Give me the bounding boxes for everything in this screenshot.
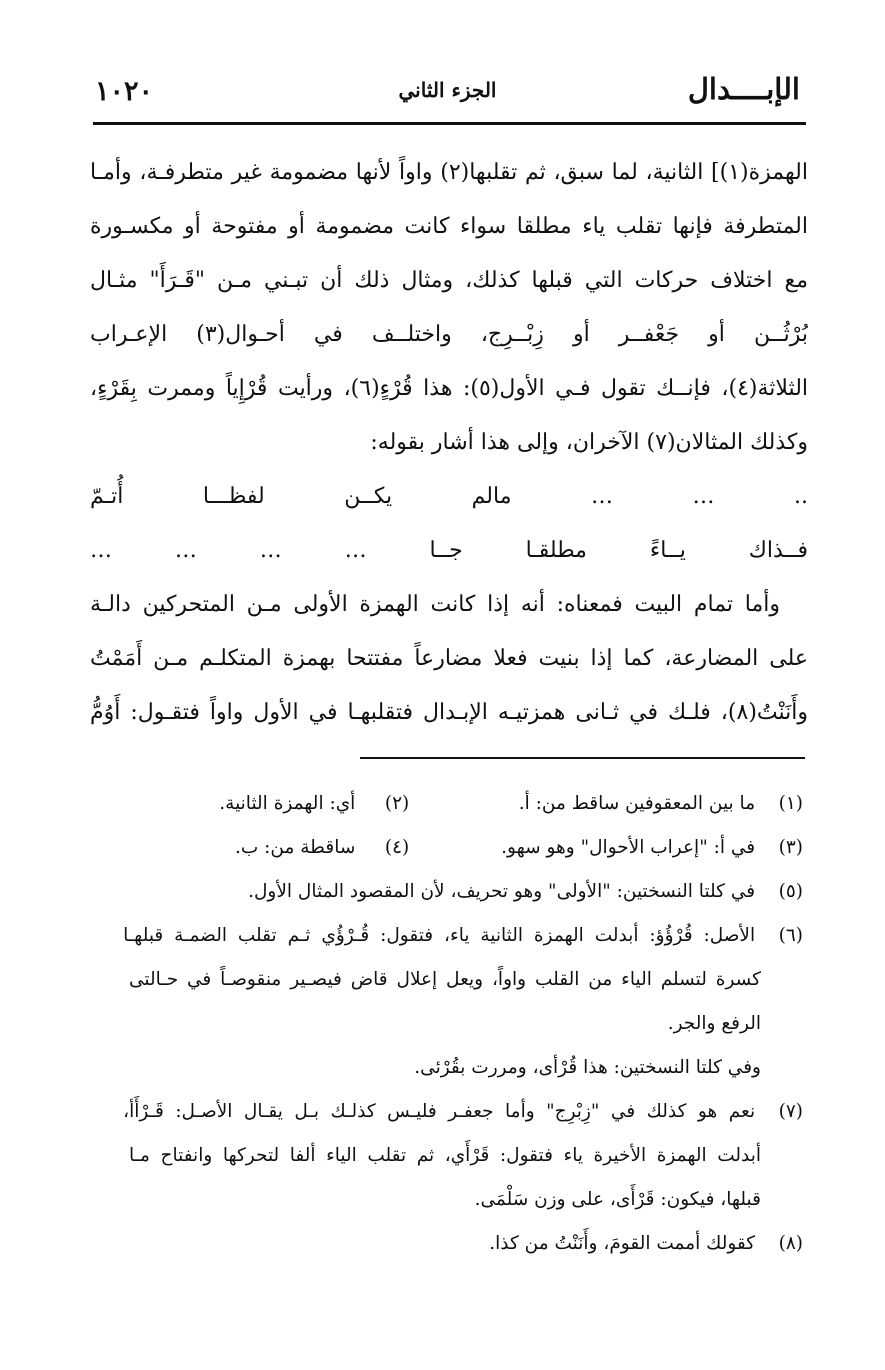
footnote-row bbox=[85, 1222, 803, 1266]
verse-line-2: فــذاك يــاءً مطلقـا جــا … … … … bbox=[90, 538, 808, 563]
footnote-text: الرفع والجر. bbox=[667, 1013, 761, 1034]
text-line: الهمزة(١)] الثانية، لما سبق، ثم تقلبها(٢) واواً لأنها مضمومة غير متطرفـة، وأمـا bbox=[90, 160, 808, 185]
footnote-row bbox=[85, 914, 803, 958]
footnote-number: (٢) bbox=[384, 793, 410, 814]
footnote-text: ساقطة من: ب. bbox=[234, 837, 356, 858]
footnote-number: (٥) bbox=[778, 881, 803, 902]
main-text bbox=[90, 146, 808, 740]
footnote-continuation bbox=[85, 1046, 803, 1090]
footnote-text: قبلها، فيكون: قَرْأَى، على وزن سَلْمَى. bbox=[474, 1189, 761, 1210]
footnote-number: (٣) bbox=[778, 837, 803, 858]
footnote-row bbox=[85, 1090, 803, 1134]
text-line: وكذلك المثالان(٧) الآخران، وإلى هذا أشار بقوله: bbox=[370, 430, 808, 455]
header-rule bbox=[93, 122, 806, 125]
footnotes bbox=[85, 782, 803, 1266]
footnote-text: الأصل: قُرْؤُؤ: أبدلت الهمزة الثانية ياء، فتقول: قُـرْؤُي ثـم تقلب الضمـة قبلهـا bbox=[123, 925, 756, 946]
footnote-text: في كلتا النسختين: "الأولى" وهو تحريف، لأن المقصود المثال الأول. bbox=[248, 881, 756, 902]
text-line: بُرْثُــن أو جَعْفــر أو زِبْــرِج، واختلــف في أحـوال(٣) الإعـراب bbox=[90, 322, 808, 347]
text-line: وأَنَنْتُ(٨)، فلـك في ثـانى همزتيـه الإبـدال فتقلبهـا في الأول واواً فتقـول: أَوُمُّ bbox=[90, 700, 808, 725]
footnote-continuation bbox=[85, 1002, 803, 1046]
footnote-rule bbox=[360, 757, 805, 759]
footnote-row bbox=[85, 782, 803, 826]
footnote-number: (٦) bbox=[778, 925, 803, 946]
footnote-continuation bbox=[85, 958, 803, 1002]
footnote-continuation bbox=[85, 1134, 803, 1178]
footnote-text: أي: الهمزة الثانية. bbox=[219, 793, 356, 814]
verse-line-1: .. … … مالم يكــن لفظـــا أُتـمّ bbox=[90, 484, 808, 509]
footnote-text: وفي كلتا النسختين: هذا قُرْأى، ومررت بقُرْئى. bbox=[414, 1057, 761, 1078]
text-line: وأما تمام البيت فمعناه: أنه إذا كانت الهمزة الأولى مـن المتحركين دالـة bbox=[90, 592, 780, 617]
footnote-number: (٧) bbox=[778, 1101, 803, 1122]
footnote-number: (١) bbox=[778, 793, 803, 814]
page-number: ١٠٢٠ bbox=[95, 76, 154, 107]
footnote-number: (٤) bbox=[384, 837, 410, 858]
footnote-text: كقولك أممت القومَ، وأَنَنْتُ من كذا. bbox=[489, 1233, 756, 1254]
text-line: على المضارعة، كما إذا بنيت فعلا مضارعاً مفتتحا بهمزة المتكلـم مـن أَمَمْتُ bbox=[90, 646, 808, 671]
page-header bbox=[95, 72, 800, 122]
footnote-number: (٨) bbox=[778, 1233, 803, 1254]
footnote-continuation bbox=[85, 1178, 803, 1222]
footnote-text: نعم هو كذلك في "زِبْرِج" وأما جعفـر فليـس كذلـك بـل يقـال الأصـل: قَـرْأَأ، bbox=[123, 1101, 756, 1122]
text-line: المتطرفة فإنها تقلب ياء مطلقا سواء كانت مضمومة أو مفتوحة أو مكسـورة bbox=[90, 214, 808, 239]
footnote-text: في أ: "إعراب الأحوال" وهو سهو. bbox=[501, 837, 756, 858]
chapter-title: الإبــــدال bbox=[687, 72, 800, 106]
footnote-text: كسرة لتسلم الياء من القلب واواً، ويعل إعلال قاض فيصـير منقوصـاً في حـالتى bbox=[129, 969, 761, 990]
footnote-text: ما بين المعقوفين ساقط من: أ. bbox=[518, 793, 756, 814]
footnote-row bbox=[85, 870, 803, 914]
footnote-text: أبدلت الهمزة الأخيرة ياء فتقول: قَرْأَي، ثم تقلب الياء ألفا لتحركها وانفتاح مـا bbox=[129, 1145, 761, 1166]
part-label: الجزء الثاني bbox=[398, 78, 497, 102]
text-line: الثلاثة(٤)، فإنــك تقول فـي الأول(٥): هذا قُرْءٍ(٦)، ورأيت قُرْإِياً وممرت بِقَرْءٍ، bbox=[90, 376, 808, 401]
footnote-row bbox=[85, 826, 803, 870]
text-line: مع اختلاف حركات التي قبلها كذلك، ومثال ذلك أن تبـني مـن "قَـرَأَ" مثـال bbox=[90, 268, 808, 293]
